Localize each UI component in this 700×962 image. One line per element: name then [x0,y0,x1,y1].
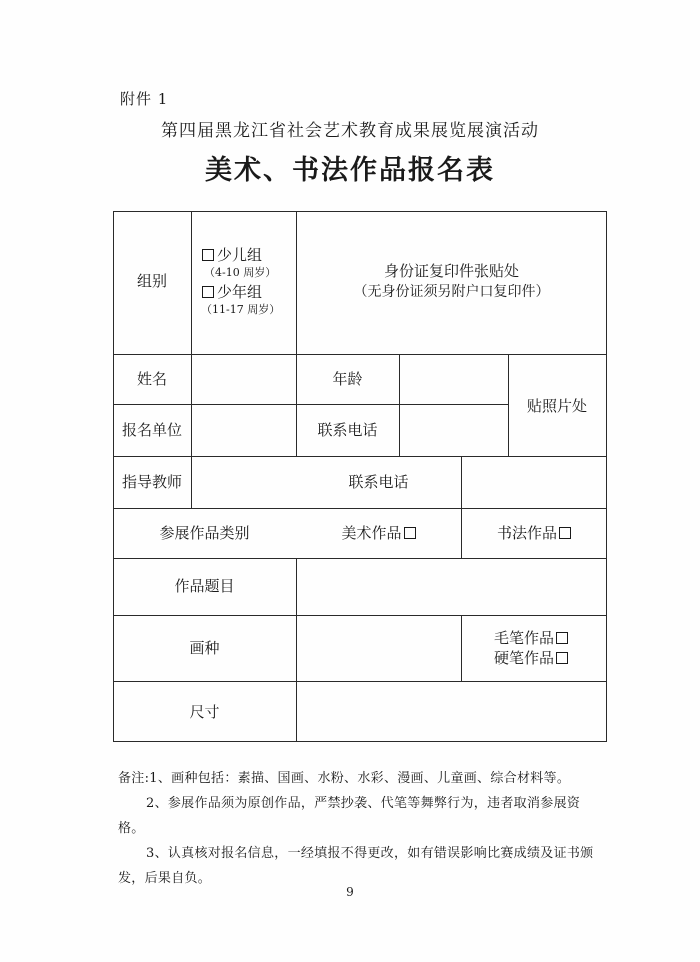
table-border-bottom [113,741,607,742]
row-divider [113,354,607,355]
event-subtitle: 第四届黑龙江省社会艺术教育成果展览展演活动 [161,121,539,141]
row-divider [113,456,607,457]
page-number: 9 [346,885,354,899]
calligraphy-option-label: 书法作品 [496,524,557,542]
group-label: 组别 [136,272,167,290]
teen-checkbox[interactable] [202,286,214,298]
group-teen-label: 少年组 [217,283,263,301]
hard-pen-option-label: 硬笔作品 [494,649,555,667]
row-divider [113,615,607,616]
age-label: 年龄 [332,370,363,388]
table-border-top [113,211,607,212]
column-divider [296,558,297,742]
note-item: 3、认真核对报名信息，一经填报不得更改，如有错误影响比赛成绩及证书颁发，后果自负。 [118,846,594,886]
note-item: 2、参展作品须为原创作品，严禁抄袭、代笔等舞弊行为，违者取消参展资格。 [118,796,581,836]
notes-section [118,766,598,891]
group-teen-age: （11-17 周岁） [201,303,281,316]
form-title: 美术、书法作品报名表 [205,155,495,186]
brush-checkbox[interactable] [556,632,568,644]
size-label: 尺寸 [189,703,220,721]
group-children-option[interactable] [202,247,262,264]
row-divider [113,508,607,509]
column-divider [191,456,192,508]
group-children-label: 少儿组 [217,246,263,264]
row-divider [113,404,508,405]
registration-form-table [113,211,607,742]
painting-type-label: 画种 [189,639,220,657]
brush-option[interactable] [494,630,568,647]
group-children-age: （4-10 周岁） [204,266,277,279]
column-divider [191,211,192,456]
id-copy-alternative-instruction: （无身份证须另附户口复印件） [353,284,550,300]
teacher-label: 指导教师 [121,473,182,491]
children-checkbox[interactable] [202,249,214,261]
hard-pen-option[interactable] [494,650,568,667]
art-checkbox[interactable] [404,527,416,539]
art-option[interactable] [296,525,461,542]
row-divider [113,558,607,559]
row-divider [113,681,607,682]
art-option-label: 美术作品 [341,524,402,542]
column-divider [461,456,462,558]
group-teen-option[interactable] [202,284,262,301]
brush-option-label: 毛笔作品 [494,629,555,647]
unit-label: 报名单位 [121,421,182,439]
note-item: 备注:1、画种包括：素描、国画、水粉、水彩、漫画、儿童画、综合材料等。 [118,771,571,786]
work-title-label: 作品题目 [174,577,235,595]
teacher-phone-label: 联系电话 [348,473,409,491]
name-label: 姓名 [136,370,167,388]
phone-label: 联系电话 [317,421,378,439]
id-copy-instruction: 身份证复印件张贴处 [383,262,519,280]
hard-pen-checkbox[interactable] [556,652,568,664]
calligraphy-option[interactable] [461,525,607,542]
column-divider [399,354,400,456]
category-label: 参展作品类别 [159,524,250,542]
photo-placeholder: 贴照片处 [526,397,587,415]
column-divider [296,211,297,456]
column-divider [461,615,462,681]
attachment-label: 附件 1 [120,90,169,108]
calligraphy-checkbox[interactable] [559,527,571,539]
